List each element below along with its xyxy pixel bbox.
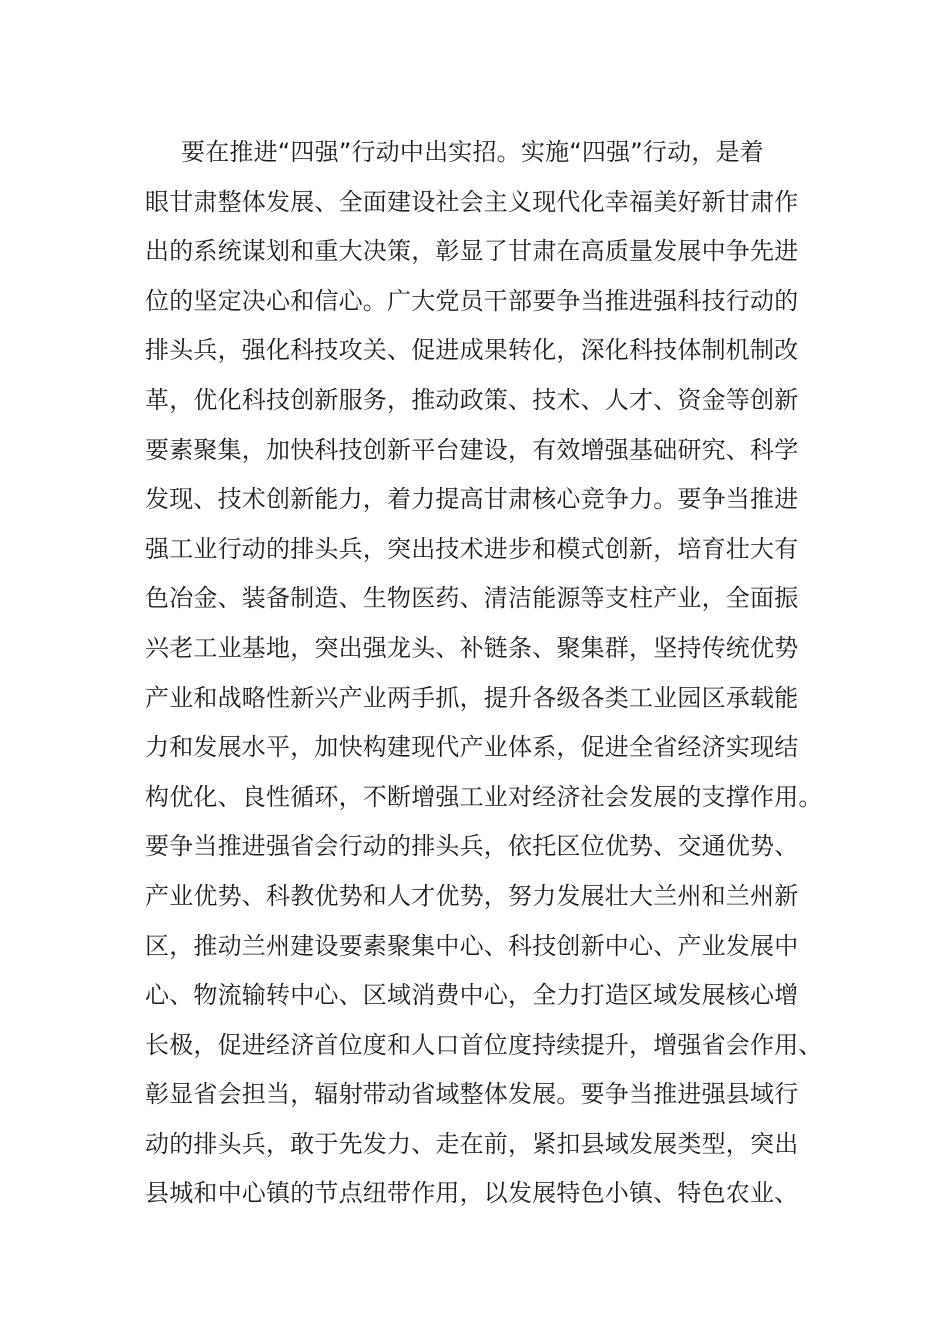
paragraph-line: 要争当推进强省会行动的排头兵，依托区位优势、交通优势、: [145, 832, 799, 861]
paragraph-line: 强工业行动的排头兵，突出技术进步和模式创新，培育壮大有: [145, 534, 799, 563]
paragraph-line: 县城和中心镇的节点纽带作用，以发展特色小镇、特色农业、: [145, 1179, 799, 1208]
paragraph-line: 革，优化科技创新服务，推动政策、技术、人才、资金等创新: [145, 385, 799, 414]
paragraph-line: 位的坚定决心和信心。广大党员干部要争当推进强科技行动的: [145, 286, 799, 315]
paragraph-line: 产业优势、科教优势和人才优势，努力发展壮大兰州和兰州新: [145, 881, 799, 910]
paragraph-line: 动的排头兵，敢于先发力、走在前，紧扣县域发展类型，突出: [145, 1129, 799, 1158]
paragraph-line: 心、物流输转中心、区域消费中心，全力打造区域发展核心增: [145, 981, 799, 1010]
paragraph-line: 排头兵，强化科技攻关、促进成果转化，深化科技体制机制改: [145, 336, 799, 365]
paragraph-line: 构优化、良性循环，不断增强工业对经济社会发展的支撑作用。: [145, 782, 823, 811]
paragraph-line: 眼甘肃整体发展、全面建设社会主义现代化幸福美好新甘肃作: [145, 187, 799, 216]
paragraph-line: 出的系统谋划和重大决策，彰显了甘肃在高质量发展中争先进: [145, 237, 799, 266]
paragraph-line: 兴老工业基地，突出强龙头、补链条、聚集群，坚持传统优势: [145, 633, 799, 662]
paragraph-line: 区，推动兰州建设要素聚集中心、科技创新中心、产业发展中: [145, 931, 799, 960]
body-paragraph: [145, 128, 823, 1219]
paragraph-line: 发现、技术创新能力，着力提高甘肃核心竞争力。要争当推进: [145, 485, 799, 514]
paragraph-line: 产业和战略性新兴产业两手抓，提升各级各类工业园区承载能: [145, 683, 799, 712]
paragraph-line: 力和发展水平，加快构建现代产业体系，促进全省经济实现结: [145, 733, 799, 762]
paragraph-line: 要在推进“四强”行动中出实招。实施“四强”行动，是着: [181, 138, 764, 166]
paragraph-line: 长极，促进经济首位度和人口首位度持续提升，增强省会作用、: [145, 1030, 823, 1059]
paragraph-line: 彰显省会担当，辐射带动省域整体发展。要争当推进强县域行: [145, 1080, 799, 1109]
paragraph-line: 色冶金、装备制造、生物医药、清洁能源等支柱产业，全面振: [145, 584, 799, 613]
paragraph-line: 要素聚集，加快科技创新平台建设，有效增强基础研究、科学: [145, 435, 799, 464]
